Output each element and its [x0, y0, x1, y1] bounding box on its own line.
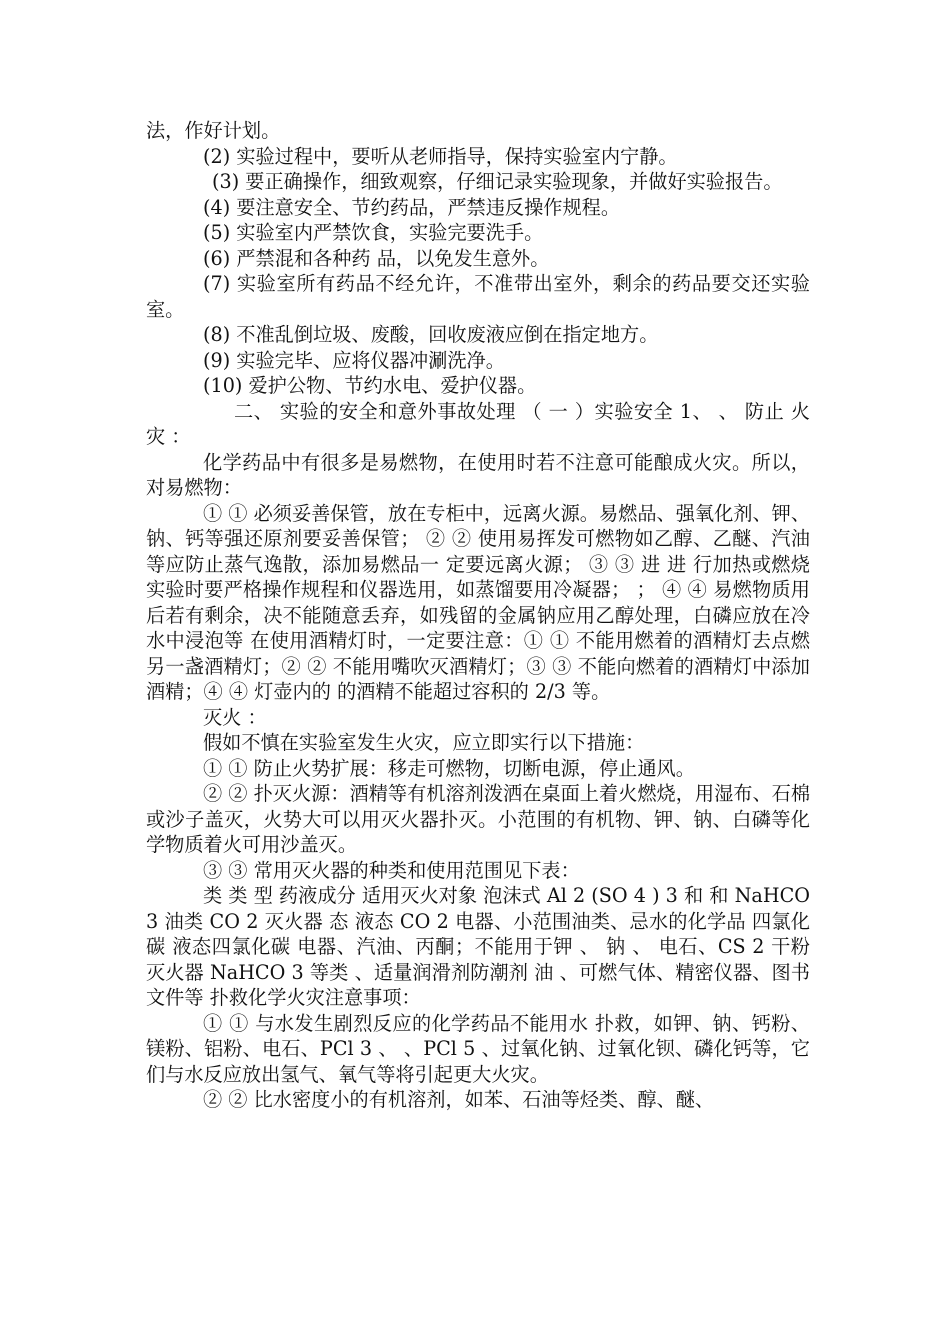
paragraph-8: (9) 实验完毕、应将仪器冲涮洗净。 [203, 348, 505, 372]
paragraph-4: (5) 实验室内严禁饮食，实验完要洗手。 [203, 221, 544, 244]
paragraph-7: (8) 不准乱倒垃圾、废酸，回收废液应倒在指定地方。 [203, 323, 659, 346]
paragraph-3: (4) 要注意安全、节约药品，严禁违反操作规程。 [203, 195, 621, 219]
paragraph-15: ① ① 防止火势扩展：移走可燃物，切断电源，停止通风。 [203, 756, 695, 780]
paragraph-5: (6) 严禁混和各种药 品，以免发生意外。 [203, 246, 550, 270]
paragraph-11: 化学药品中有很多是易燃物，在使用时若不注意可能酿成火灾。所以，对易燃物： [146, 450, 810, 499]
paragraph-12: ① ① 必须妥善保管，放在专柜中，远离火源。易燃品、强氧化剂、钾、钠、钙等强还原剂要妥善保管； ② ② 使用易挥发可燃物如乙醇、乙醚、汽油等应防止蒸气逸散，添加易燃品一 定要远离火源； ③ ③ 进 进 行加热或燃烧实验时要严格操作规程和仪器选用，如蒸馏要用冷凝器； ； ④ ④ 易燃物质用后若有剩余，决不能随意丢弃，如残留的金属钠应用乙醇处理，白磷应放在冷水中浸泡等 在使用酒精灯时，一定要注意：① ① 不能用燃着的酒精灯去点燃另一盏酒精灯；② ② 不能用嘴吹灭酒精灯；③ ③ 不能向燃着的酒精灯中添加酒精；④ ④ 灯壶内的 的酒精不能超过容积的 2/3 等。 [146, 501, 811, 703]
paragraph-1: (2) 实验过程中，要听从老师指导，保持实验室内宁静。 [203, 144, 678, 168]
paragraph-14: 假如不慎在实验室发生火灾，应立即实行以下措施： [203, 731, 645, 754]
paragraph-18: 类 类 型 药液成分 适用灭火对象 泡沫式 Al 2 (SO 4 ) 3 和 和 NaHCO 3 油类 CO 2 灭火器 态 液态 CO 2 电器、小范围油类、忌水的化学品 四氯化碳 液态四氯化碳 电器、汽油、丙酮；不能用于钾 、 钠 、 电石、CS 2 干粉灭火器 NaHCO 3 等类 、适量润滑剂防潮剂 油 、可燃气体、精密仪器、图书文件等 扑救化学火灾注意事项： [146, 884, 810, 1009]
paragraph-16: ② ② 扑灭火源：酒精等有机溶剂泼洒在桌面上着火燃烧，用湿布、石棉或沙子盖灭，火势大可以用灭火器扑灭。小范围的有机物、钾、钠、白磷等化学物质着火可用沙盖灭。 [146, 782, 811, 856]
section-heading: 二、 实验的安全和意外事故处理 （ 一 ）实验安全 1、 、 防止 火 灾 ： [146, 399, 810, 448]
paragraph-17: ③ ③ 常用灭火器的种类和使用范围见下表： [203, 858, 580, 882]
paragraph-2: (3) 要正确操作，细致观察，仔细记录实验现象，并做好实验报告。 [212, 170, 783, 193]
paragraph-6: (7) 实验室所有药品不经允许，不准带出室外，剩余的药品要交还实验室。 [146, 272, 810, 321]
paragraph-20: ② ② 比水密度小的有机溶剂，如苯、石油等烃类、醇、醚、 [203, 1088, 715, 1111]
document-body [146, 118, 810, 1113]
paragraph-13: 灭火 ： [203, 705, 267, 729]
paragraph-19: ① ① 与水发生剧烈反应的化学药品不能用水 扑救，如钾、钠、钙粉、镁粉、铝粉、电石、PCl 3 、 、PCl 5 、过氧化钠、过氧化钡、磷化钙等，它们与水反应放出氢气、氧气等将引起更大火灾。 [146, 1011, 810, 1086]
paragraph-9: (10) 爱护公物、节约水电、爱护仪器。 [203, 374, 537, 397]
paragraph-0: 法，作好计划。 [146, 119, 281, 142]
